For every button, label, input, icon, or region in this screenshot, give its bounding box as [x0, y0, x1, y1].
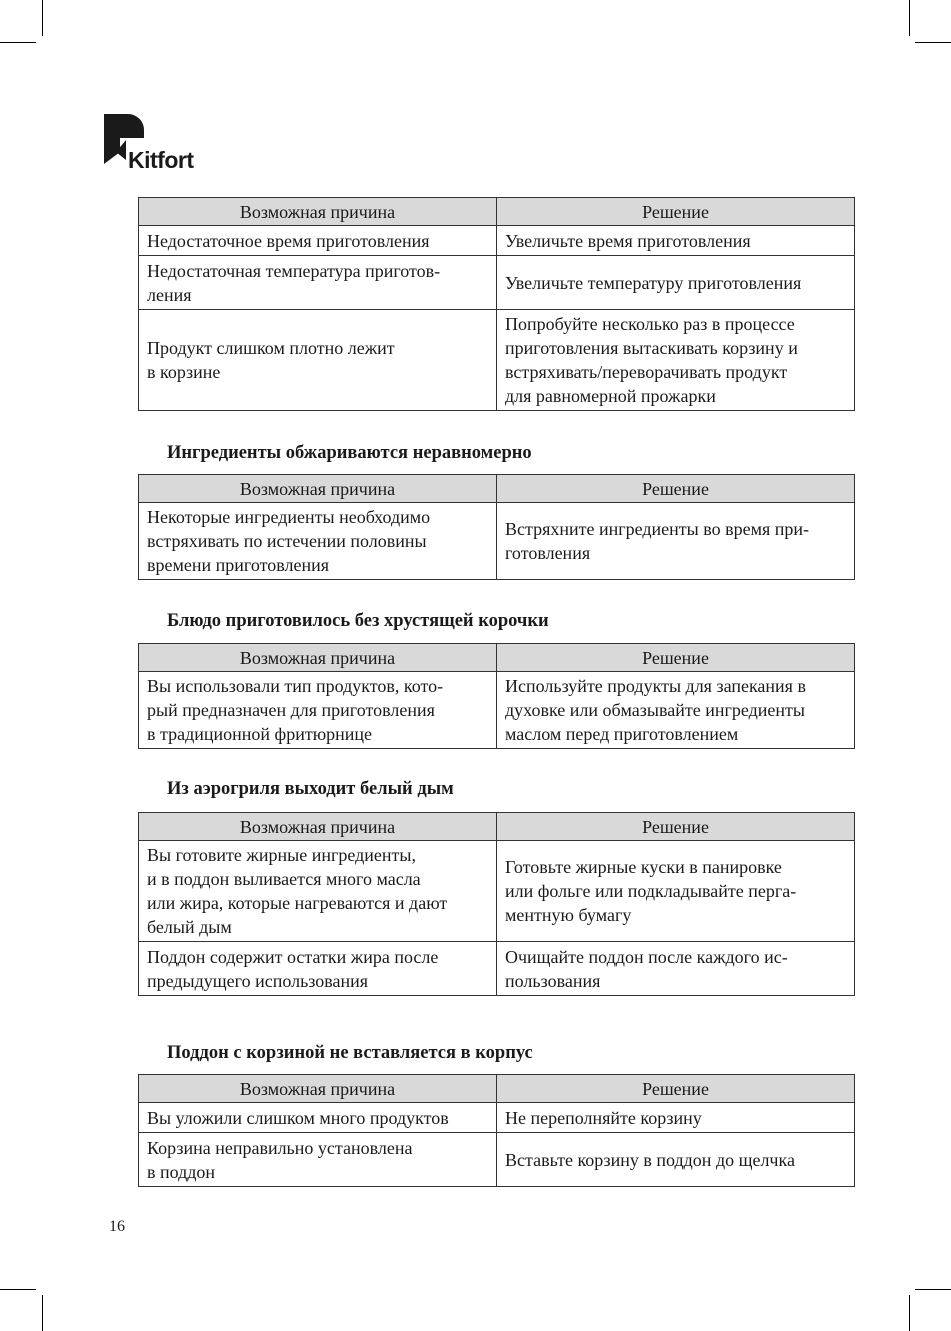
table-row [139, 256, 855, 310]
header-solution: Решение [497, 198, 855, 226]
cause-cell: Некоторые ингредиенты необходимо встряхивать по истечении половины времени приготовления [139, 503, 497, 580]
crop-mark [42, 1295, 43, 1331]
solution-cell: Увеличьте температуру приготовления [497, 256, 855, 310]
table-row [139, 672, 855, 749]
table-row [139, 1103, 855, 1133]
crop-mark [0, 1289, 36, 1290]
table-row [139, 942, 855, 996]
solution-cell: Используйте продукты для запекания в духовке или обмазывайте ингредиенты маслом перед приготовлением [497, 672, 855, 749]
header-cause: Возможная причина [139, 475, 497, 503]
solution-cell: Очищайте поддон после каждого ис- пользования [497, 942, 855, 996]
table-header-row [139, 813, 855, 841]
crop-mark [0, 42, 36, 43]
brand-name: Kitfort [128, 147, 194, 173]
section-title: Ингредиенты обжариваются неравномерно [167, 443, 532, 463]
header-cause: Возможная причина [139, 198, 497, 226]
page-number: 16 [109, 1218, 125, 1235]
header-solution: Решение [497, 644, 855, 672]
cause-cell: Корзина неправильно установлена в поддон [139, 1133, 497, 1187]
troubleshooting-table-4 [138, 812, 855, 996]
cause-cell: Недостаточное время приготовления [139, 226, 497, 256]
crop-mark [909, 1295, 910, 1331]
table-header-row [139, 644, 855, 672]
header-cause: Возможная причина [139, 1075, 497, 1103]
header-solution: Решение [497, 1075, 855, 1103]
solution-cell: Готовьте жирные куски в панировке или фольге или подкладывайте перга- ментную бумагу [497, 841, 855, 942]
crop-mark [42, 0, 43, 36]
cause-cell: Поддон содержит остатки жира после предыдущего использования [139, 942, 497, 996]
table-row [139, 1133, 855, 1187]
cause-cell: Продукт слишком плотно лежит в корзине [139, 310, 497, 411]
table-header-row [139, 198, 855, 226]
crop-mark [915, 42, 951, 43]
brand-logo [104, 114, 224, 174]
header-cause: Возможная причина [139, 813, 497, 841]
crop-mark [915, 1289, 951, 1290]
header-solution: Решение [497, 475, 855, 503]
section-title: Поддон с корзиной не вставляется в корпус [167, 1043, 533, 1063]
cause-cell: Вы уложили слишком много продуктов [139, 1103, 497, 1133]
troubleshooting-table-1 [138, 197, 855, 411]
section-title: Блюдо приготовилось без хрустящей корочки [167, 611, 549, 631]
header-cause: Возможная причина [139, 644, 497, 672]
cause-cell: Вы использовали тип продуктов, кото- рый предназначен для приготовления в традиционной фритюрнице [139, 672, 497, 749]
solution-cell: Увеличьте время приготовления [497, 226, 855, 256]
troubleshooting-table-2 [138, 474, 855, 580]
table-row [139, 226, 855, 256]
section-title: Из аэрогриля выходит белый дым [167, 779, 454, 799]
cause-cell: Вы готовите жирные ингредиенты, и в поддон выливается много масла или жира, которые нагреваются и дают белый дым [139, 841, 497, 942]
table-row [139, 503, 855, 580]
table-row [139, 310, 855, 411]
table-header-row [139, 1075, 855, 1103]
troubleshooting-table-5 [138, 1074, 855, 1187]
table-row [139, 841, 855, 942]
troubleshooting-table-3 [138, 643, 855, 749]
solution-cell: Не переполняйте корзину [497, 1103, 855, 1133]
crop-mark [909, 0, 910, 36]
solution-cell: Вставьте корзину в поддон до щелчка [497, 1133, 855, 1187]
solution-cell: Встряхните ингредиенты во время при- готовления [497, 503, 855, 580]
cause-cell: Недостаточная температура приготов- ления [139, 256, 497, 310]
header-solution: Решение [497, 813, 855, 841]
table-header-row [139, 475, 855, 503]
solution-cell: Попробуйте несколько раз в процессе приготовления вытаскивать корзину и встряхивать/переворачивать продукт для равномерной прожарки [497, 310, 855, 411]
